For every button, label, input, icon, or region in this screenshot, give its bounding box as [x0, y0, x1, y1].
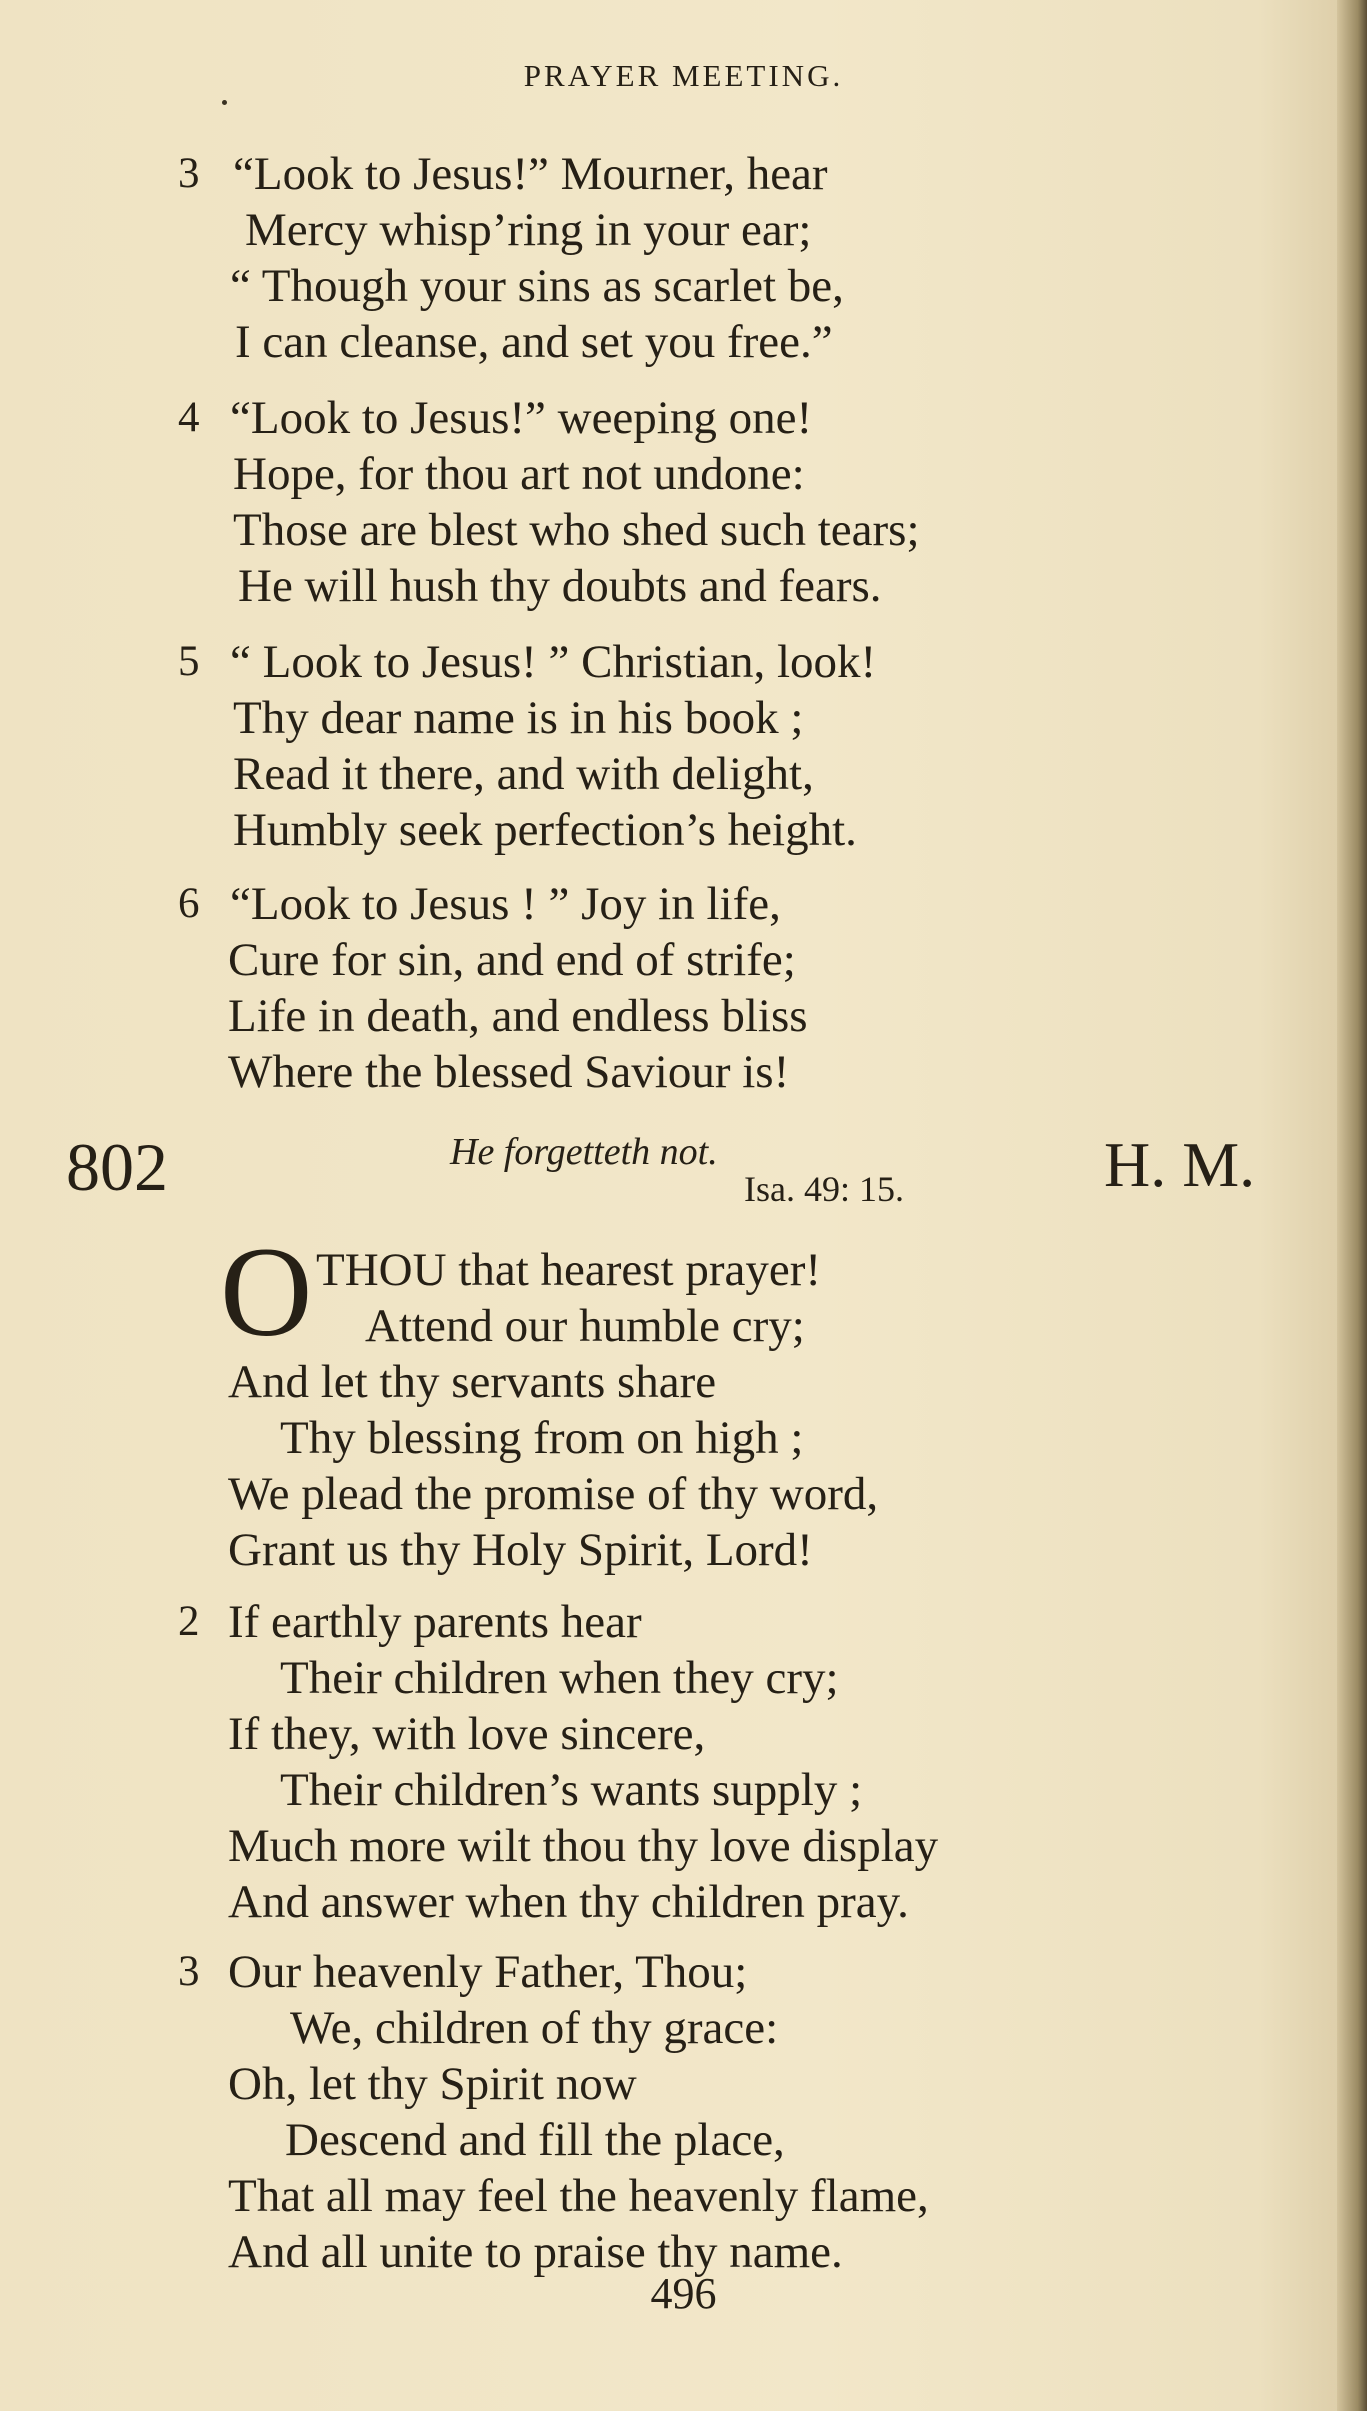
verse-number: 3: [178, 1948, 200, 1995]
verse-line: Cure for sin, and end of strife;: [228, 934, 796, 986]
verse-line: Our heavenly Father, Thou;: [228, 1946, 748, 1998]
verse-line: If earthly parents hear: [228, 1596, 642, 1648]
verse-line: Humbly seek perfection’s height.: [233, 804, 857, 856]
verse-line: “Look to Jesus ! ” Joy in life,: [230, 878, 781, 930]
verse-line: Attend our humble cry;: [365, 1300, 805, 1352]
verse-line: We plead the promise of thy word,: [228, 1468, 879, 1520]
verse-line: Where the blessed Saviour is!: [228, 1046, 790, 1098]
hymn-number: 802: [66, 1129, 168, 1205]
verse-line: Thy blessing from on high ;: [280, 1412, 804, 1464]
verse-line: Those are blest who shed such tears;: [233, 504, 920, 556]
verse-line: Oh, let thy Spirit now: [228, 2058, 637, 2110]
verse-line: And answer when thy children pray.: [228, 1876, 909, 1928]
verse-number: 2: [178, 1598, 200, 1645]
verse-number: 4: [178, 394, 200, 441]
ink-speck: [222, 100, 227, 105]
drop-cap: O: [220, 1221, 313, 1363]
verse-line: That all may feel the heavenly flame,: [228, 2170, 929, 2222]
verse-number: 6: [178, 880, 200, 927]
verse-line: We, children of thy grace:: [290, 2002, 779, 2054]
verse-line: And let thy servants share: [228, 1356, 717, 1408]
hymn-title: He forgetteth not.: [450, 1131, 718, 1173]
verse-line: Thy dear name is in his book ;: [233, 692, 804, 744]
verse-line: “ Though your sins as scarlet be,: [230, 260, 844, 312]
verse-number: 5: [178, 638, 200, 685]
verse-line: He will hush thy doubts and fears.: [238, 560, 882, 612]
running-header: PRAYER MEETING.: [523, 58, 844, 93]
verse-line: “Look to Jesus!” Mourner, hear: [233, 148, 828, 200]
page-edge: [1337, 0, 1367, 2411]
verse-line: Grant us thy Holy Spirit, Lord!: [228, 1524, 813, 1576]
verse-line: Descend and fill the place,: [285, 2114, 785, 2166]
verse-line: “Look to Jesus!” weeping one!: [230, 392, 813, 444]
verse-line: Read it there, and with delight,: [233, 748, 814, 800]
verse-line: Hope, for thou art not undone:: [233, 448, 805, 500]
page-number: 496: [650, 2269, 717, 2318]
verse-line: If they, with love sincere,: [228, 1708, 706, 1760]
verse-number: 3: [178, 150, 200, 197]
verse-line: And all unite to praise thy name.: [228, 2226, 843, 2278]
verse-line: THOU that hearest prayer!: [316, 1244, 822, 1296]
hymn-meter: H. M.: [1104, 1129, 1256, 1200]
verse-line: Mercy whisp’ring in your ear;: [245, 204, 812, 256]
verse-line: Their children when they cry;: [280, 1652, 839, 1704]
scripture-reference: Isa. 49: 15.: [744, 1169, 904, 1209]
verse-line: “ Look to Jesus! ” Christian, look!: [230, 636, 877, 688]
verse-line: I can cleanse, and set you free.”: [235, 316, 833, 368]
verse-line: Much more wilt thou thy love display: [228, 1820, 939, 1872]
verse-line: Life in death, and endless bliss: [228, 990, 808, 1042]
verse-line: Their children’s wants supply ;: [280, 1764, 863, 1816]
